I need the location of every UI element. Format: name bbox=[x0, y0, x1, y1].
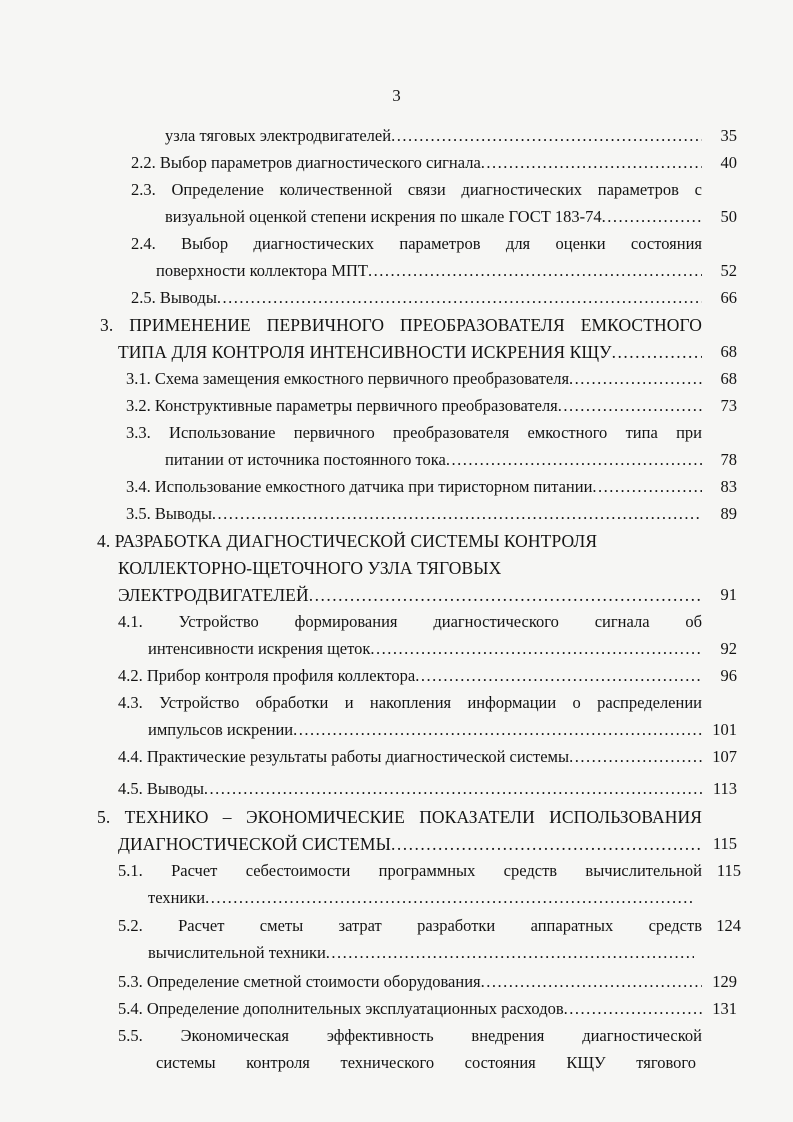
toc-text: импульсов искрении bbox=[148, 720, 294, 739]
toc-text: визуальной оценкой степени искрения по шкале ГОСТ 183-74 bbox=[165, 207, 602, 226]
toc-text: вычислительной техники bbox=[148, 943, 326, 962]
toc-page: 68 bbox=[720, 342, 737, 361]
toc-line bbox=[118, 969, 702, 995]
toc-page: 113 bbox=[712, 779, 737, 798]
toc-text: 4.5. Выводы bbox=[118, 779, 204, 798]
toc-line bbox=[126, 366, 702, 392]
toc-text: ТИПА ДЛЯ КОНТРОЛЯ ИНТЕНСИВНОСТИ ИСКРЕНИЯ КЩУ bbox=[118, 342, 612, 362]
toc-text: 2.5. Выводы bbox=[131, 288, 217, 307]
toc-text: узла тяговых электродвигателей bbox=[165, 126, 392, 145]
toc-page: 89 bbox=[720, 504, 737, 523]
toc-text: 4.4. Практические результаты работы диагностической системы bbox=[118, 747, 570, 766]
toc-page: 124 bbox=[716, 916, 741, 935]
page-number: 3 bbox=[392, 86, 401, 105]
toc-text: 3.5. Выводы bbox=[126, 504, 212, 523]
toc-line: 2.4. Выбор диагностических параметров для оценки состояния bbox=[131, 234, 702, 253]
toc-page: 35 bbox=[720, 126, 737, 145]
toc-line: 5.2. Расчет сметы затрат разработки аппаратных средств bbox=[118, 916, 702, 935]
toc-page: 68 bbox=[720, 369, 737, 388]
toc-line bbox=[131, 150, 702, 176]
toc-text: питании от источника постоянного тока bbox=[165, 450, 446, 469]
toc-page: 52 bbox=[720, 261, 737, 280]
toc-line bbox=[118, 776, 702, 802]
toc-line bbox=[126, 501, 702, 527]
toc-page: 91 bbox=[720, 585, 737, 604]
toc-section-heading: 4. РАЗРАБОТКА ДИАГНОСТИЧЕСКОЙ СИСТЕМЫ КОНТРОЛЯ bbox=[97, 531, 598, 551]
toc-line: 5.1. Расчет себестоимости программных средств вычислительной bbox=[118, 861, 702, 880]
toc-section-heading: 5. ТЕХНИКО – ЭКОНОМИЧЕСКИЕ ПОКАЗАТЕЛИ ИСПОЛЬЗОВАНИЯ bbox=[97, 807, 702, 827]
toc-line bbox=[148, 636, 702, 662]
toc-page: 66 bbox=[720, 288, 737, 307]
toc-text: ЭЛЕКТРОДВИГАТЕЛЕЙ bbox=[118, 585, 309, 605]
toc-page: 115 bbox=[712, 834, 737, 853]
toc-line bbox=[126, 393, 702, 419]
toc-page: 40 bbox=[720, 153, 737, 172]
toc-line bbox=[118, 663, 702, 689]
toc-line bbox=[118, 744, 702, 770]
toc-text: 4.2. Прибор контроля профиля коллектора bbox=[118, 666, 416, 685]
toc-line bbox=[148, 885, 694, 911]
toc-text: 3.2. Конструктивные параметры первичного преобразователя bbox=[126, 396, 558, 415]
toc-page: 78 bbox=[720, 450, 737, 469]
toc-line bbox=[131, 285, 702, 311]
toc-section-heading: 3. ПРИМЕНЕНИЕ ПЕРВИЧНОГО ПРЕОБРАЗОВАТЕЛЯ ЕМКОСТНОГО bbox=[100, 315, 702, 335]
toc-line bbox=[126, 474, 702, 500]
toc-line bbox=[165, 447, 702, 473]
toc-text: 3.4. Использование емкостного датчика при тиристорном питании bbox=[126, 477, 593, 496]
toc-line: 4.1. Устройство формирования диагностического сигнала об bbox=[118, 612, 702, 631]
toc-page: 101 bbox=[712, 720, 737, 739]
toc-page: 83 bbox=[720, 477, 737, 496]
toc-text: ДИАГНОСТИЧЕСКОЙ СИСТЕМЫ bbox=[118, 834, 391, 854]
toc-line: системы контроля технического состояния КЩУ тягового bbox=[156, 1053, 696, 1072]
toc-page: 73 bbox=[720, 396, 737, 415]
toc-line: 2.3. Определение количественной связи диагностических параметров с bbox=[131, 180, 702, 199]
toc-page: 107 bbox=[712, 747, 737, 766]
toc-page: 50 bbox=[720, 207, 737, 226]
toc-line bbox=[156, 258, 702, 284]
toc-page: 96 bbox=[720, 666, 737, 685]
toc-line bbox=[165, 204, 702, 230]
toc-line bbox=[148, 940, 694, 966]
toc-line: КОЛЛЕКТОРНО-ЩЕТОЧНОГО УЗЛА ТЯГОВЫХ bbox=[118, 558, 502, 578]
toc-line bbox=[118, 582, 702, 608]
toc-line bbox=[118, 831, 702, 857]
toc-line: 3.3. Использование первичного преобразователя емкостного типа при bbox=[126, 423, 702, 442]
toc-page: 115 bbox=[716, 861, 741, 880]
toc-text: техники bbox=[148, 888, 206, 907]
toc-line bbox=[148, 717, 702, 743]
toc-text: поверхности коллектора МПТ bbox=[156, 261, 368, 280]
toc-page: 129 bbox=[712, 972, 737, 991]
toc-text: 3.1. Схема замещения емкостного первичного преобразователя bbox=[126, 369, 570, 388]
toc-line bbox=[165, 123, 702, 149]
toc-text: 2.2. Выбор параметров диагностического сигнала bbox=[131, 153, 481, 172]
toc-text: 5.3. Определение сметной стоимости оборудования bbox=[118, 972, 481, 991]
toc-line: 5.5. Экономическая эффективность внедрения диагностической bbox=[118, 1026, 702, 1045]
toc-page: 92 bbox=[720, 639, 737, 658]
toc-line bbox=[118, 996, 702, 1022]
toc-line bbox=[118, 339, 702, 365]
toc-text: 5.4. Определение дополнительных эксплуатационных расходов bbox=[118, 999, 564, 1018]
toc-text: интенсивности искрения щеток bbox=[148, 639, 371, 658]
toc-line: 4.3. Устройство обработки и накопления информации о распределении bbox=[118, 693, 702, 712]
toc-page: 131 bbox=[712, 999, 737, 1018]
